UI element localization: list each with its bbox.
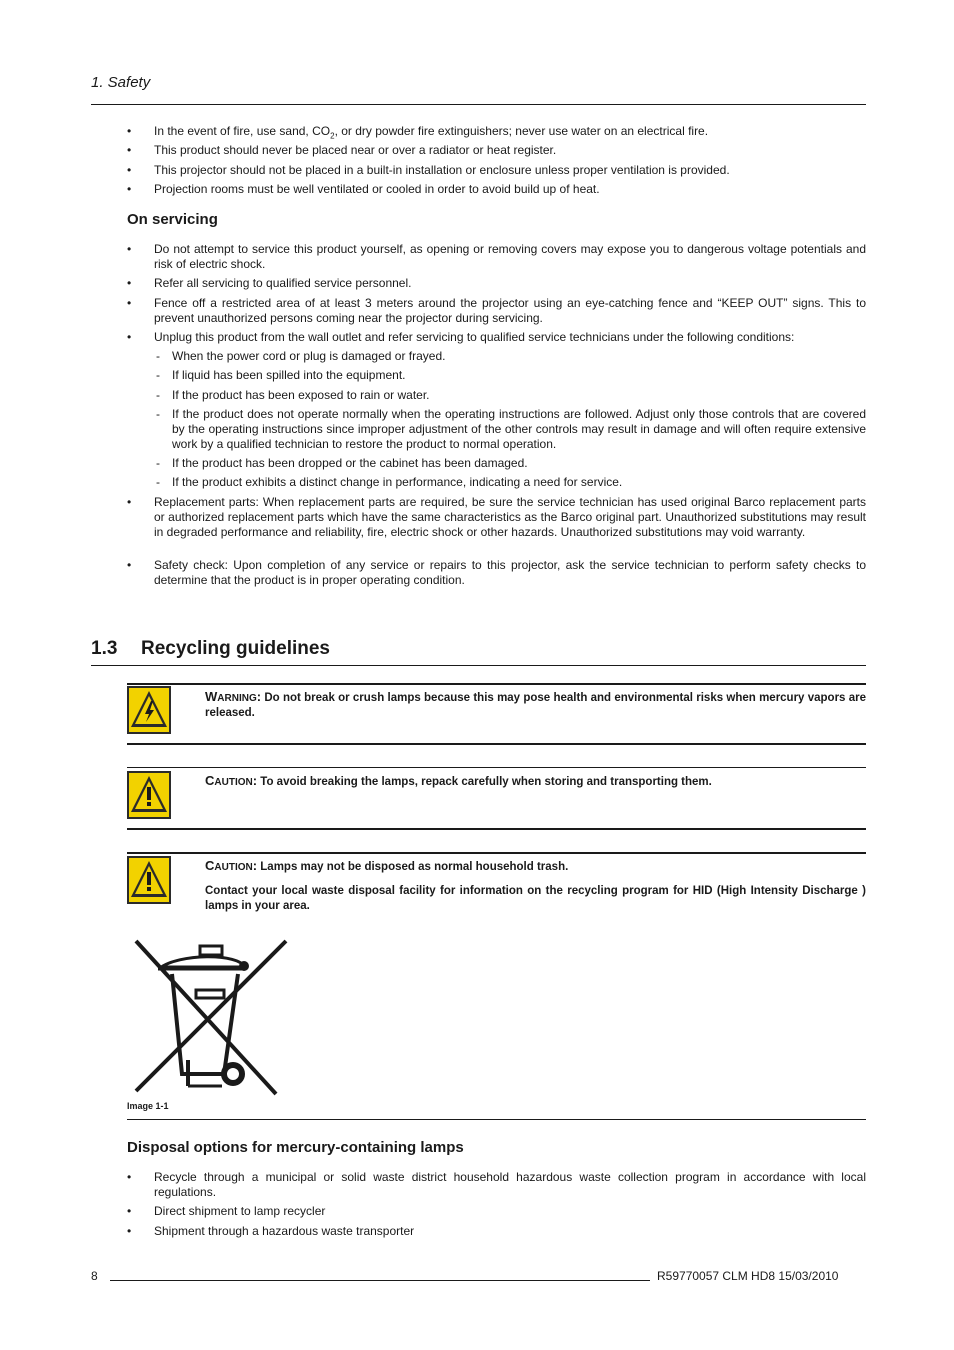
dash: - [156,368,160,382]
electric-warning-icon [127,686,171,734]
bullet: • [127,1204,132,1218]
sub-list-item: If the product does not operate normally when the operating instructions are followed. Adjust only those controls that are covered by the operating instructions since improper adjustment of the other controls may result in damage and will often require extensive work by a qualified technician to restore the product to normal operation. [172,407,866,451]
bullet: • [127,143,132,157]
list-item: Recycle through a municipal or solid waste district household hazardous waste collection program in accordance with local regulations. [154,1170,866,1199]
list-item: Fence off a restricted area of at least 3 meters around the projector using an eye-catching fence and “KEEP OUT” signs. This to prevent unauthorized persons coming near the projector during servicing. [154,296,866,325]
disposal-heading: Disposal options for mercury-containing lamps [127,1139,464,1156]
list-item: Shipment through a hazardous waste transporter [154,1224,415,1238]
bullet: • [127,1224,132,1238]
header-rule [91,104,866,105]
list-item: This projector should not be placed in a built-in installation or enclosure unless proper ventilation is provided. [154,163,730,177]
notice-caution: CAUTION: To avoid breaking the lamps, repack carefully when storing and transporting them. [205,773,712,788]
bullet: • [127,182,132,196]
crossed-out-bin-icon [128,936,292,1098]
figure-rule [127,1119,866,1120]
bullet: • [127,242,132,256]
sub-list-item: If the product has been exposed to rain or water. [172,388,430,402]
list-item: In the event of fire, use sand, $CO_2$, or dry powder fire extinguishers; never use water on an electrical fire. [154,124,709,141]
list-item: Projection rooms must be well ventilated or cooled in order to avoid build up of heat. [154,182,600,196]
bullet: • [127,124,132,138]
bullet: • [127,330,132,344]
footer-rule [110,1280,650,1281]
section-number: 1.3 [91,638,118,659]
notice-warning: WARNING: Do not break or crush lamps because this may pose health and environmental risks when mercury vapors are released. [205,689,867,719]
dash: - [156,349,160,363]
chapter-header: 1. Safety [91,74,151,91]
bullet: • [127,296,132,310]
notice-caution: CAUTION: Lamps may not be disposed as normal household trash. [205,858,569,873]
dash: - [156,456,160,470]
list-item: Direct shipment to lamp recycler [154,1204,326,1218]
list-item: Safety check: Upon completion of any service or repairs to this projector, ask the service technician to perform safety checks to determine that the product is in proper operating condition. [154,558,866,587]
notice-top-rule [127,852,866,854]
document-reference: R59770057 CLM HD8 15/03/2010 [657,1269,839,1283]
sub-list-item: If the product has been dropped or the cabinet has been damaged. [172,456,528,470]
dash: - [156,388,160,402]
bullet: • [127,1170,132,1184]
list-item: This product should never be placed near or over a radiator or heat register. [154,143,557,157]
caution-icon [127,856,171,904]
bullet: • [127,276,132,290]
caution-icon [127,771,171,819]
notice-top-rule [127,767,866,768]
sub-list-item: If liquid has been spilled into the equipment. [172,368,406,382]
section-rule [91,665,866,666]
sub-list-item: If the product exhibits a distinct change in performance, indicating a need for service. [172,475,623,489]
bullet: • [127,495,132,509]
servicing-heading: On servicing [127,211,218,228]
notice-top-rule [127,683,866,685]
section-title: Recycling guidelines [141,638,330,659]
sub-list-item: When the power cord or plug is damaged or frayed. [172,349,446,363]
list-item: Replacement parts: When replacement parts are required, be sure the service technician has used original Barco replacement parts or authorized replacement parts which have the same characteristics as the Barco original part. Unauthorized substitutions may result in degraded performance and reliability, fire, electric shock or other hazards. Unauthorized substitutions may void warranty. [154,495,866,539]
dash: - [156,475,160,489]
notice-bottom-rule [127,828,866,830]
dash: - [156,407,160,421]
bullet: • [127,163,132,177]
list-item: Unplug this product from the wall outlet and refer servicing to qualified service technicians under the following conditions: [154,330,795,344]
image-caption: Image 1-1 [127,1101,169,1111]
page-number: 8 [91,1269,98,1283]
notice-bottom-rule [127,743,866,745]
bullet: • [127,558,132,572]
notice-caution-detail: Contact your local waste disposal facility for information on the recycling program for HID (High Intensity Discharge ) lamps in your area. [205,885,866,912]
list-item: Do not attempt to service this product yourself, as opening or removing covers may expose you to dangerous voltage potentials and risk of electric shock. [154,242,866,271]
list-item: Refer all servicing to qualified service personnel. [154,276,412,290]
